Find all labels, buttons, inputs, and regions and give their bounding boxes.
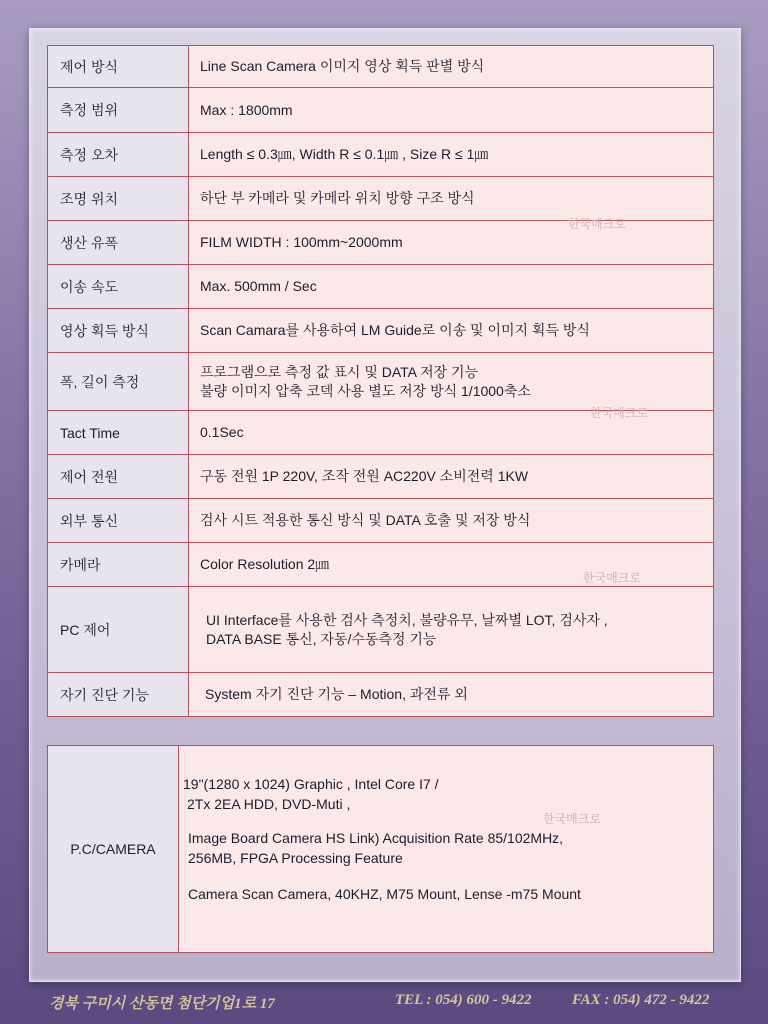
table-row: [48, 46, 714, 88]
spec-line: 2Tx 2EA HDD, DVD-Muti ,: [187, 796, 351, 812]
row-label: 카메라: [48, 543, 189, 587]
row-label: 제어 방식: [48, 46, 189, 88]
pc-camera-value: [179, 746, 714, 953]
row-label: 자기 진단 기능: [48, 673, 189, 717]
row-label: 측정 범위: [48, 88, 189, 133]
row-value: Scan Camara를 사용하여 LM Guide로 이송 및 이미지 획득 방식: [189, 309, 714, 353]
spec-table: [47, 45, 714, 717]
footer-address: 경북 구미시 산동면 첨단기업1로 17: [49, 996, 275, 1012]
spec-line: 256MB, FPGA Processing Feature: [188, 850, 403, 866]
table-row: [48, 177, 714, 221]
row-value: System 자기 진단 기능 – Motion, 과전류 외: [189, 673, 714, 717]
watermark: 한국매크로: [568, 217, 626, 231]
pc-camera-table: [47, 745, 714, 953]
row-value: 하단 부 카메라 및 카메라 위치 방향 구조 방식: [189, 177, 714, 221]
row-value: Length ≤ 0.3㎛, Width R ≤ 0.1㎛ , Size R ≤ 1㎛: [189, 133, 714, 177]
spec-line: Camera Scan Camera, 40KHZ, M75 Mount, Lense -m75 Mount: [188, 886, 581, 902]
table-row: [48, 587, 714, 673]
row-value: Color Resolution 2㎛: [189, 543, 714, 587]
table-row: [48, 133, 714, 177]
row-value: Max : 1800mm: [189, 88, 714, 133]
footer-tel: TEL : 054) 600 - 9422: [395, 992, 532, 1008]
pc-camera-label: P.C/CAMERA: [48, 746, 179, 953]
table-row: [48, 746, 714, 953]
watermark: 한국매크로: [543, 812, 601, 826]
row-label: 이송 속도: [48, 265, 189, 309]
watermark: 한국매크로: [590, 406, 648, 420]
table-row: [48, 88, 714, 133]
row-label: 제어 전원: [48, 455, 189, 499]
row-label: 외부 통신: [48, 499, 189, 543]
row-value: 프로그램으로 측정 값 표시 및 DATA 저장 기능 불량 이미지 압축 코덱 사용 별도 저장 방식 1/1000축소: [189, 353, 714, 411]
table-row: [48, 455, 714, 499]
row-label: Tact Time: [48, 411, 189, 455]
watermark: 한국매크로: [583, 571, 641, 585]
footer-fax: FAX : 054) 472 - 9422: [572, 992, 710, 1008]
row-label: 생산 유폭: [48, 221, 189, 265]
row-label: 영상 획득 방식: [48, 309, 189, 353]
spec-line: 19"(1280 x 1024) Graphic , Intel Core I7 /: [183, 776, 439, 792]
table-row: [48, 353, 714, 411]
row-value: 검사 시트 적용한 통신 방식 및 DATA 호출 및 저장 방식: [189, 499, 714, 543]
table-row: [48, 673, 714, 717]
row-value: Max. 500mm / Sec: [189, 265, 714, 309]
row-label: 조명 위치: [48, 177, 189, 221]
row-label: 폭, 길이 측정: [48, 353, 189, 411]
table-row: [48, 309, 714, 353]
table-row: [48, 499, 714, 543]
row-value: 0.1Sec: [189, 411, 714, 455]
row-label: 측정 오차: [48, 133, 189, 177]
spec-line: Image Board Camera HS Link) Acquisition Rate 85/102MHz,: [188, 830, 564, 846]
row-label: PC 제어: [48, 587, 189, 673]
table-row: [48, 265, 714, 309]
row-value: FILM WIDTH : 100mm~2000mm: [189, 221, 714, 265]
row-value: Line Scan Camera 이미지 영상 획득 판별 방식: [189, 46, 714, 88]
row-value: UI Interface를 사용한 검사 측정치, 불량유무, 날짜별 LOT, 검사자 , DATA BASE 통신, 자동/수동측정 기능: [189, 587, 714, 673]
row-value: 구동 전원 1P 220V, 조작 전원 AC220V 소비전력 1KW: [189, 455, 714, 499]
